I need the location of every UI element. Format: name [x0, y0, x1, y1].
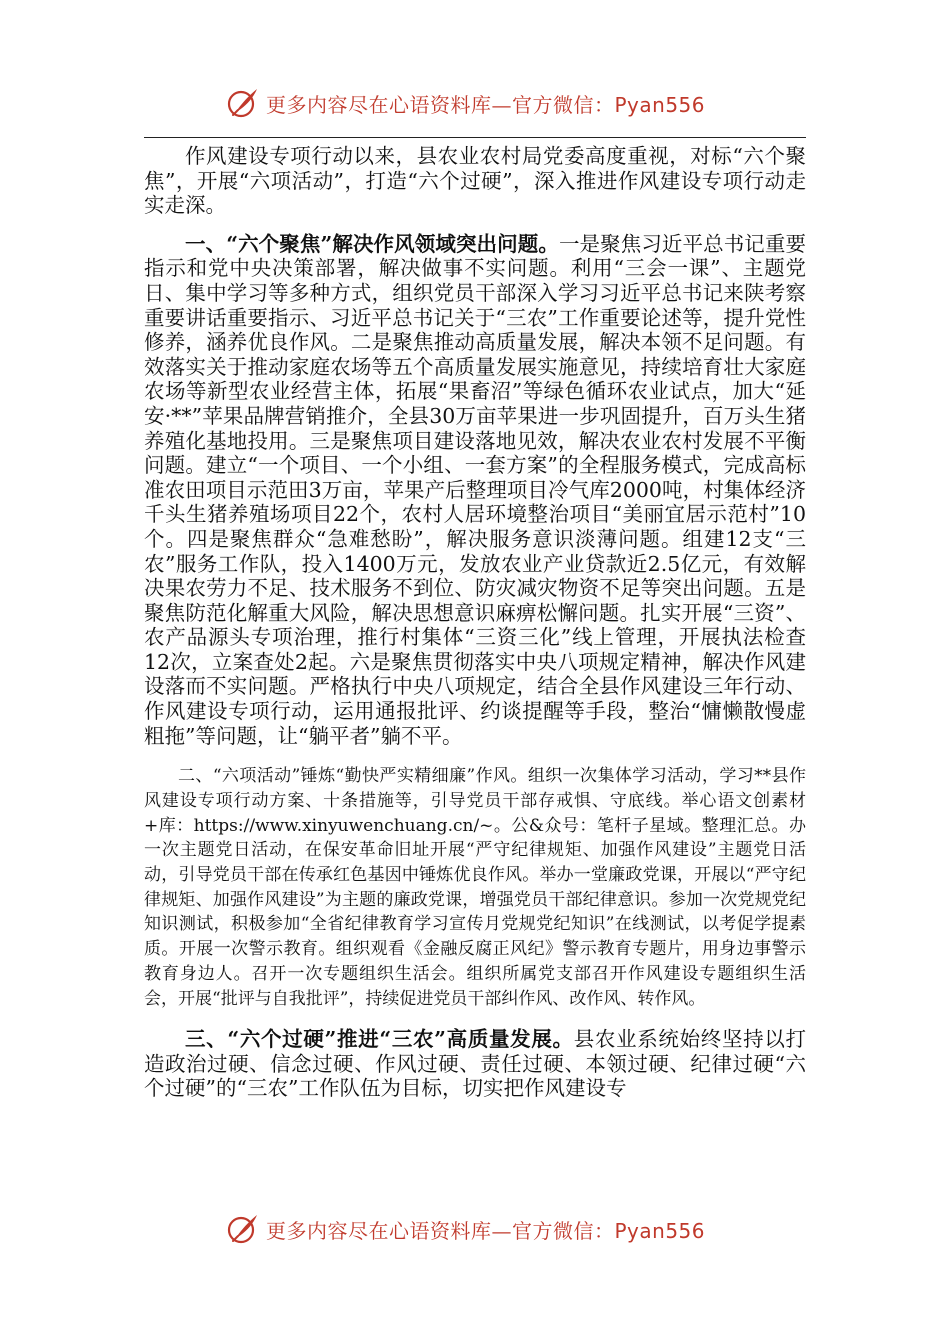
- section-3-paragraph: [144, 1027, 806, 1101]
- section-1-body: 一是聚焦习近平总书记重要指示和党中央决策部署，解决做事不实问题。利用“三会一课”、主题党日、集中学习等多种方式，组织党员干部深入学习习近平总书记来陕考察重要讲话重要指示、习近平总书记关于“三农”工作重要论述等，提升党性修养，涵养优良作风。二是聚焦推动高质量发展，解决本领不足问题。有效落实关于推动家庭农场等五个高质量发展实施意见，持续培育壮大家庭农场等新型农业经营主体，拓展“果畜沼”等绿色循环农业试点，加大“延安·**”苹果品牌营销推介，全县30万亩苹果进一步巩固提升，百万头生猪养殖化基地投用。三是聚焦项目建设落地见效，解决农业农村发展不平衡问题。建立“一个项目、一个小组、一套方案”的全程服务模式，完成高标准农田项目示范田3万亩，苹果产后整理项目冷气库2000吨，村集体经济千头生猪养殖场项目22个，农村人居环境整治项目“美丽宜居示范村”10个。四是聚焦群众“急难愁盼”，解决服务意识淡薄问题。组建12支“三农”服务工作队，投入1400万元，发放农业产业贷款近2.5亿元，有效解决果农劳力不足、技术服务不到位、防灾减灾物资不足等突出问题。五是聚焦防范化解重大风险，解决思想意识麻痹松懈问题。扎实开展“三资”、农产品源头专项治理，推行村集体“三资三化”线上管理，开展执法检查12次，立案查处2起。六是聚焦贯彻落实中央八项规定精神，解决作风建设落而不实问题。严格执行中央八项规定，结合全县作风建设三年行动、作风建设专项行动，运用通报批评、约谈提醒等手段，整治“慵懒散慢虚粗拖”等问题，让“躺平者”躺不平。: [144, 231, 807, 748]
- section-2-paragraph: 二、“六项活动”锤炼“勤快严实精细廉”作风。组织一次集体学习活动，学习**县作风建设专项行动方案、十条措施等，引导党员干部存戒惧、守底线。举心语文创素材+库：https://www.xinyuwenchuang.cn/~。公&众号：笔杆子星域。整理汇总。办一次主题党日活动，在保安革命旧址开展“严守纪律规矩、加强作风建设”主题党日活动，引导党员干部在传承红色基因中锤炼优良作风。举办一堂廉政党课，开展以“严守纪律规矩、加强作风建设”为主题的廉政党课，增强党员干部纪律意识。参加一次党规党纪知识测试，积极参加“全省纪律教育学习宣传月党规党纪知识”在线测试，以考促学提素质。开展一次警示教育。组织观看《金融反腐正风纪》警示教育专题片，用身边事警示教育身边人。召开一次专题组织生活会。组织所属党支部召开作风建设专题组织生活会，开展“批评与自我批评”，持续促进党员干部纠作风、改作风、转作风。: [144, 766, 806, 1009]
- section-3-heading: 三、“六个过硬”推进“三农”高质量发展。: [185, 1027, 574, 1052]
- section-1-paragraph: [144, 232, 806, 748]
- document-body: [144, 144, 806, 1101]
- banner-label: 更多内容尽在心语资料库—官方微信：: [266, 92, 615, 117]
- quill-pen-circle-icon: [226, 86, 260, 120]
- banner-label: 更多内容尽在心语资料库—官方微信：: [266, 1218, 615, 1243]
- section-3-body: 县农业系统始终坚持以打造政治过硬、信念过硬、作风过硬、责任过硬、本领过硬、纪律过硬“六个过硬”的“三农”工作队伍为目标，切实把作风建设专: [144, 1027, 806, 1101]
- header-divider: [144, 137, 806, 138]
- banner-wechat-id: Pyan556: [614, 92, 706, 117]
- section-1-heading: 一、“六个聚焦”解决作风领域突出问题。: [185, 231, 559, 256]
- header-banner[interactable]: [226, 86, 705, 120]
- banner-text: [266, 89, 705, 118]
- banner-text: [266, 1215, 705, 1244]
- banner-wechat-id: Pyan556: [614, 1218, 706, 1243]
- quill-pen-circle-icon: [226, 1212, 260, 1246]
- intro-paragraph: 作风建设专项行动以来，县农业农村局党委高度重视，对标“六个聚焦”，开展“六项活动”，打造“六个过硬”，深入推进作风建设专项行动走实走深。: [144, 144, 806, 218]
- footer-banner[interactable]: [226, 1212, 705, 1246]
